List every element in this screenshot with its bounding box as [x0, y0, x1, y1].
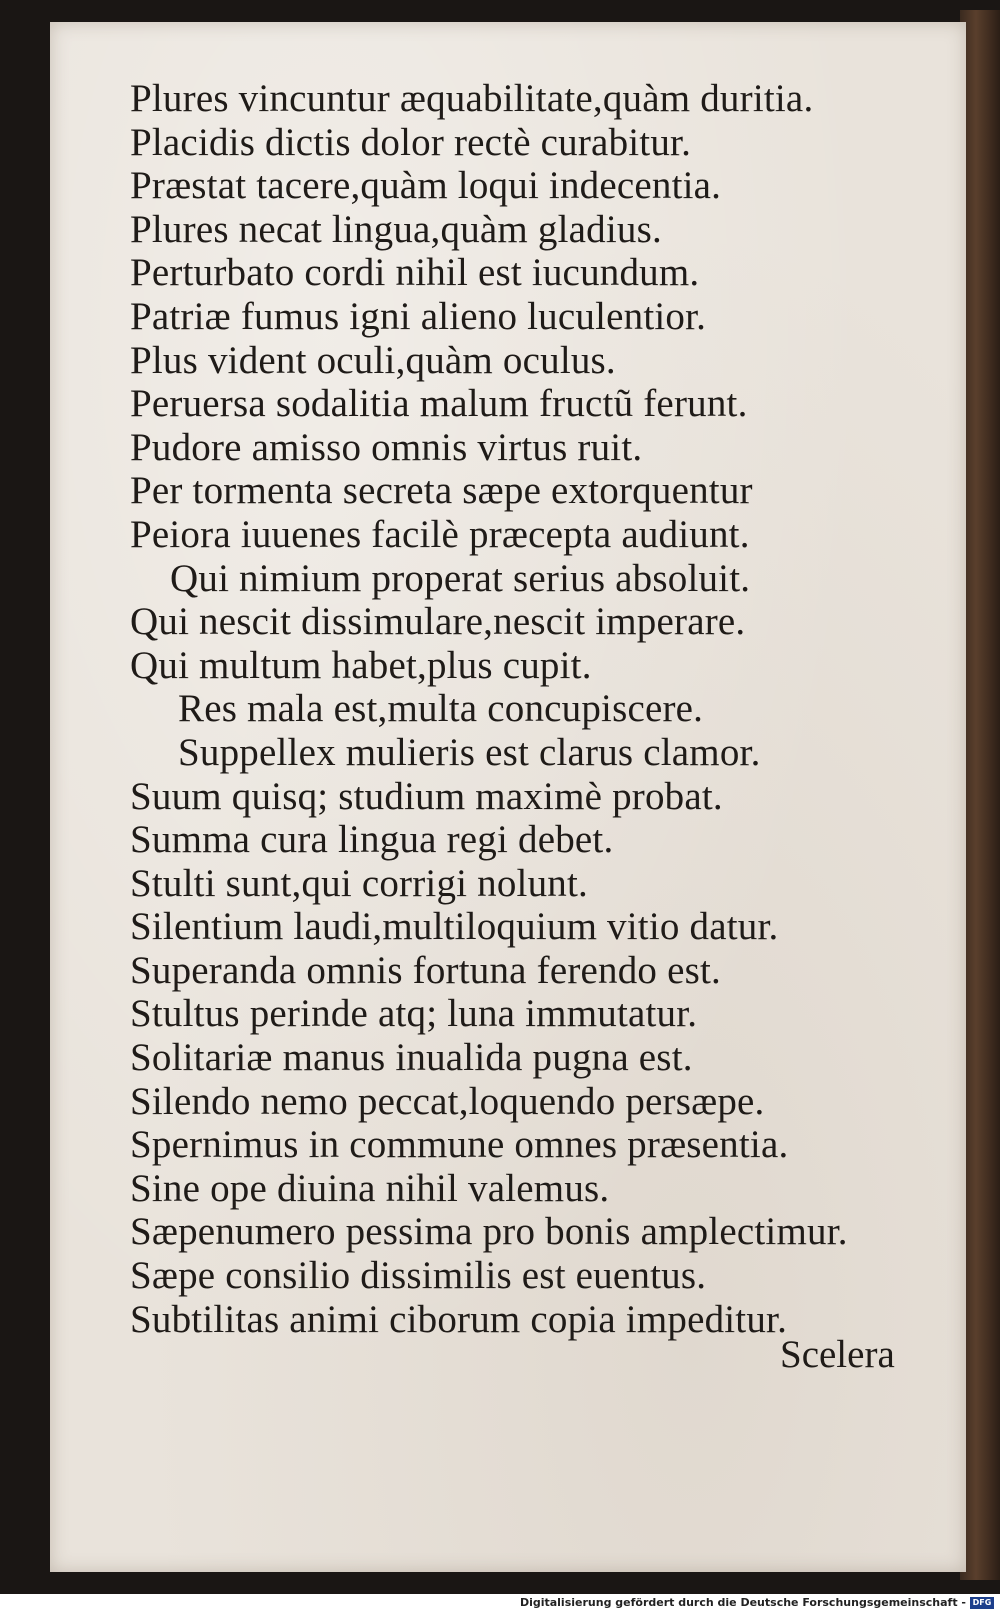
text-line: Silendo nemo peccat,loquendo persæpe. [130, 1079, 765, 1123]
text-line: Pudore amisso omnis virtus ruit. [130, 425, 643, 469]
digitization-footer [0, 1594, 1000, 1612]
text-line: Peiora iuuenes facilè præcepta audiunt. [130, 512, 750, 556]
text-line: Stultus perinde atq; luna immutatur. [130, 992, 698, 1036]
text-line: Plures necat lingua,quàm gladius. [130, 207, 662, 251]
text-line: Qui nescit dissimulare,nescit imperare. [130, 600, 746, 644]
text-line: Spernimus in commune omnes præsentia. [130, 1123, 789, 1167]
book-edge [960, 10, 1000, 1580]
funding-credit: Digitalisierung gefördert durch die Deutsche Forschungsgemeinschaft - [519, 1596, 966, 1609]
text-line: Suppellex mulieris est clarus clamor. [178, 730, 761, 774]
text-line: Qui multum habet,plus cupit. [130, 643, 592, 687]
text-line: Superanda omnis fortuna ferendo est. [130, 948, 721, 992]
catchword: Scelera [780, 1333, 895, 1376]
text-line: Sine ope diuina nihil valemus. [130, 1166, 610, 1210]
text-line: Solitariæ manus inualida pugna est. [130, 1036, 693, 1080]
text-line: Sæpenumero pessima pro bonis amplectimur. [130, 1210, 848, 1254]
text-line: Silentium laudi,multiloquium vitio datur. [130, 905, 779, 949]
text-line: Summa cura lingua regi debet. [130, 818, 614, 862]
text-line: Patriæ fumus igni alieno luculentior. [130, 294, 707, 338]
proverb-text-block [130, 77, 950, 1341]
text-line: Præstat tacere,quàm loqui indecentia. [130, 164, 722, 208]
text-line: Stulti sunt,qui corrigi nolunt. [130, 861, 588, 905]
dfg-logo: DFG [970, 1597, 994, 1609]
text-line: Per tormenta secreta sæpe extorquentur [130, 469, 753, 513]
text-line: Plures vincuntur æquabilitate,quàm duritia. [130, 77, 814, 120]
text-line: Peruersa sodalitia malum fructũ ferunt. [130, 382, 748, 426]
text-line: Subtilitas animi ciborum copia impeditur. [130, 1297, 788, 1341]
text-line: Sæpe consilio dissimilis est euentus. [130, 1254, 707, 1298]
text-line: Res mala est,multa concupiscere. [178, 687, 704, 731]
text-line: Placidis dictis dolor rectè curabitur. [130, 120, 692, 164]
text-line: Suum quisq; studium maximè probat. [130, 774, 723, 818]
text-line: Qui nimium properat serius absoluit. [170, 556, 751, 600]
text-line: Perturbato cordi nihil est iucundum. [130, 251, 700, 295]
text-line: Plus vident oculi,quàm oculus. [130, 338, 616, 382]
book-page [50, 22, 966, 1572]
